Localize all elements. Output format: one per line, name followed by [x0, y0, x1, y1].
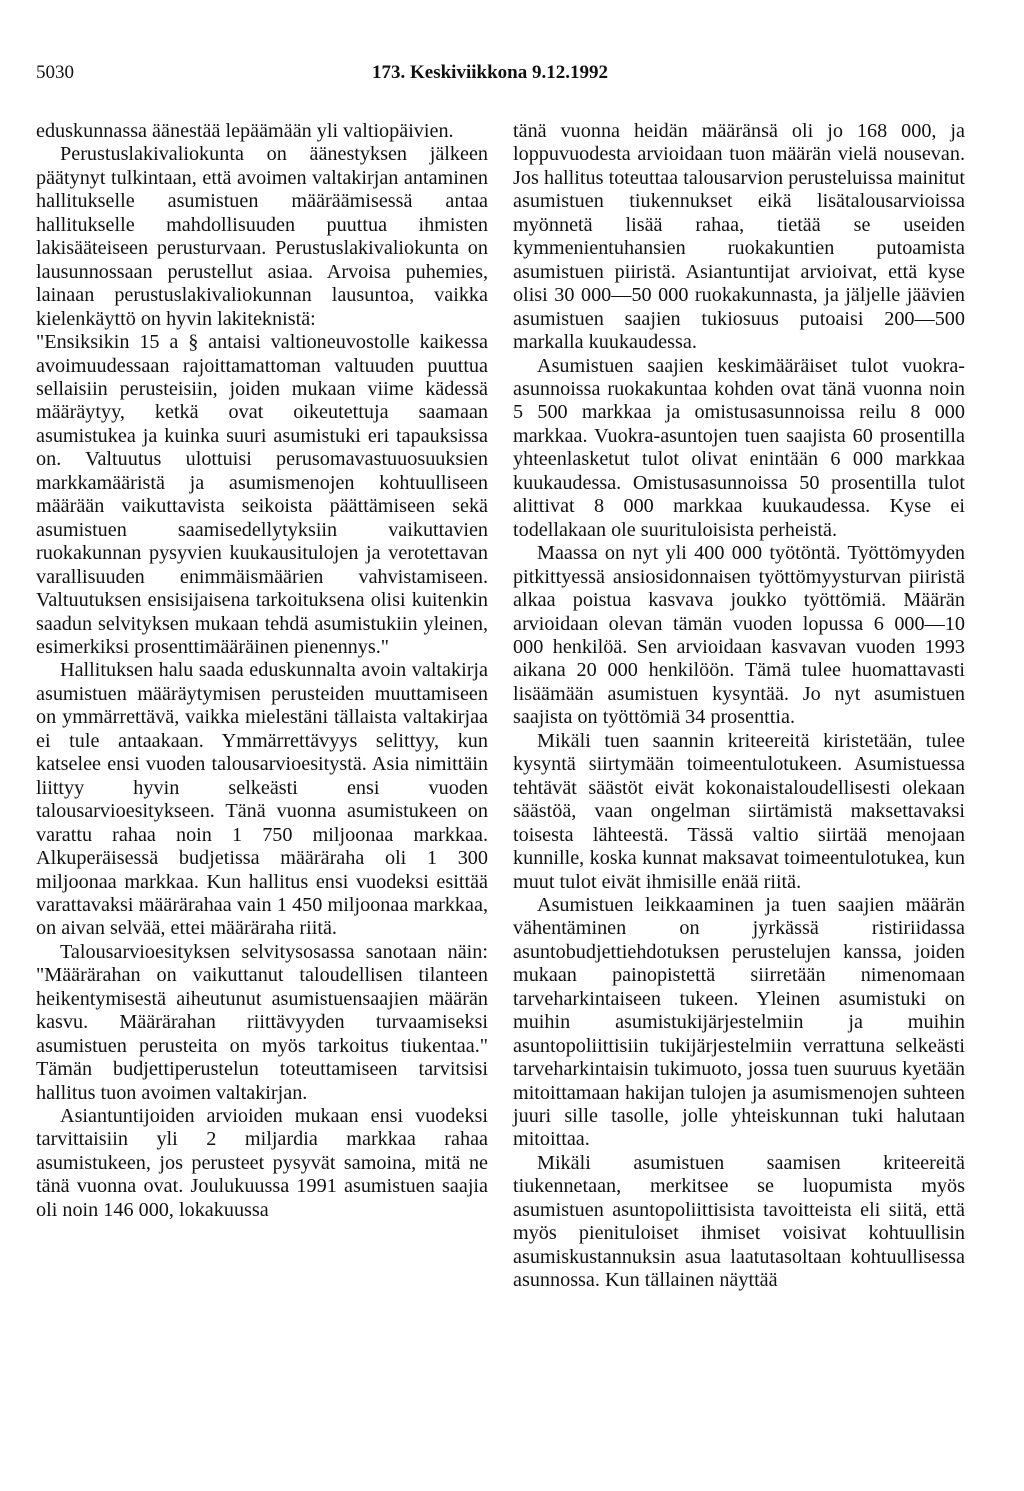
running-title: 173. Keskiviikkona 9.12.1992 — [372, 62, 608, 83]
paragraph: tänä vuonna heidän määränsä oli jo 168 000, ja loppuvuodesta arvioidaan tuon määrän vielä nousevan. Jos hallitus toteuttaa talousarvion perusteluissa mainitut asumistuen tiukennukset eikä lisätalousarvioissa myönnetä lisää rahaa, tietää se useiden kymmenientuhansien ruokakuntien putoamista asumistuen piiristä. Asiantuntijat arvioivat, että kyse olisi 30 000—50 000 ruokakunnasta, ja jäljelle jäävien asumistuen saajien tukiosuus putoaisi 200—500 markalla kuukaudessa. — [513, 120, 965, 354]
page-number: 5030 — [36, 62, 74, 83]
paragraph: Hallituksen halu saada eduskunnalta avoin valtakirja asumistuen määräytymisen perusteiden muuttamiseen on ymmärrettävä, vaikka mielestäni tällaista valtakirjaa ei tule antaakaan. Ymmärrettävyys selittyy, kun katselee ensi vuoden talousarvioesitystä. Asia nimittäin liittyy hyvin selkeästi ensi vuoden talousarvioesitykseen. Tänä vuonna asumistukeen on varattu rahaa noin 1 750 miljoonaa markkaa. Alkuperäisessä budjetissa määräraha oli 1 300 miljoonaa markkaa. Kun hallitus ensi vuodeksi esittää varattavaksi määrärahaa vain 1 450 miljoonaa markkaa, on aivan selvää, ettei määräraha riitä. — [36, 659, 488, 940]
paragraph: Mikäli tuen saannin kriteereitä kiristetään, tulee kysyntä siirtymään toimeentulotukeen. Asumistuessa tehtävät säästöt eivät kokonaistaloudellisesti olekaan säästöä, vaan ongelman siirtämistä maksettavaksi toisesta lähteestä. Tässä valtio siirtää menojaan kunnille, koska kunnat maksavat toimeentulotukea, kun muut tulot eivät ihmisille enää riitä. — [513, 729, 965, 893]
paragraph: Asiantuntijoiden arvioiden mukaan ensi vuodeksi tarvittaisiin yli 2 miljardia markkaa rahaa asumistukeen, jos perusteet pysyvät samoina, mitä ne tänä vuonna ovat. Joulukuussa 1991 asumistuen saajia oli noin 146 000, lokakuussa — [36, 1105, 488, 1221]
paragraph: Talousarvioesityksen selvitysosassa sanotaan näin: "Määrärahan on vaikuttanut taloudellisen tilanteen heikentymisestä aiheutunut asumistuensaajien määrän kasvu. Määrärahan riittävyyden turvaamiseksi asumistuen perusteita on myös tarkoitus tiukentaa." Tämän budjettiperustelun toteuttamiseen tarvitsisi hallitus tuon avoimen valtakirjan. — [36, 940, 488, 1104]
quoted-statement: "Ensiksikin 15 a § antaisi valtioneuvostolle kaikessa avoimuudessaan rajoittamattoman valtuuden puuttua sellaisiin perusteisiin, joiden mukaan viime kädessä määräytyy, ketkä ovat oikeutettuja saamaan asumistukea ja kuinka suuri asumistuki eri tapauksissa on. Valtuutus ulottuisi perusomavastuuosuuksien markkamääristä ja asumismenojen kohtuulliseen määrään vaikuttavista seikoista päättämiseen sekä asumistuen saamisedellytyksiin vaikuttavien ruokakunnan pysyvien kuukausitulojen ja verotettavan varallisuuden enimmäismäärien vahvistamiseen. Valtuutuksen ensisijaisena tarkoituksena olisi kuitenkin saadun selvityksen mukaan tehdä asumistukiin yleinen, esimerkiksi prosenttimääräinen pienennys." — [36, 331, 488, 658]
paragraph: Asumistuen leikkaaminen ja tuen saajien määrän vähentäminen on jyrkässä ristiriidassa asuntobudjettiehdotuksen perustelujen kanssa, joiden mukaan painopistettä siirretään nimenomaan tarveharkintaiseen tukeen. Yleinen asumistuki on muihin asumistukijärjestelmiin ja muihin asuntopoliittisiin tukijärjestelmiin verrattuna selkeästi tarveharkintaisin tukimuoto, jossa tuen suuruus kyetään mitoittamaan hakijan tulojen ja asumismenojen suhteen juuri sille tasolle, jolle yhteiskunnan tuki halutaan mitoittaa. — [513, 893, 965, 1151]
paragraph: Maassa on nyt yli 400 000 työtöntä. Työttömyyden pitkittyessä ansiosidonnaisen työttömyysturvan piiristä alkaa poistua kasvava joukko työttömiä. Määrän arvioidaan olevan tämän vuoden lopussa 6 000—10 000 henkilöä. Sen arvioidaan kasvavan vuoden 1993 aikana 20 000 henkilöön. Tämä tulee huomattavasti lisäämään asumistuen kysyntää. Jo nyt asumistuen saajista on työttömiä 34 prosenttia. — [513, 542, 965, 729]
paragraph: eduskunnassa äänestää lepäämään yli valtiopäivien. — [36, 120, 454, 142]
page-header — [36, 62, 966, 88]
paragraph: Asumistuen saajien keskimääräiset tulot vuokra-asunnoissa ruokakuntaa kohden ovat tänä vuonna noin 5 500 markkaa ja omistusasunnoissa reilu 8 000 markkaa. Vuokra-asuntojen tuen saajista 60 prosentilla yhteenlasketut tulot olivat enintään 6 000 markkaa kuukaudessa. Omistusasunnoissa 50 prosentilla tulot alittivat 8 000 markkaa kuukaudessa. Kyse ei todellakaan ole suurituloisista perheistä. — [513, 354, 965, 541]
right-column — [513, 120, 965, 1293]
paragraph: Perustuslakivaliokunta on äänestyksen jälkeen päätynyt tulkintaan, että avoimen valtakirjan antaminen hallitukselle asumistuen määräämisessä antaa hallitukselle mahdollisuuden puuttua ihmisten lakisääteiseen perusturvaan. Perustuslakivaliokunta on lausunnossaan perustellut asiaa. Arvoisa puhemies, lainaan perustuslakivaliokunnan lausuntoa, vaikka kielenkäyttö on hyvin lakiteknistä: — [36, 143, 488, 330]
left-column — [36, 120, 488, 1222]
paragraph: Mikäli asumistuen saamisen kriteereitä tiukennetaan, merkitsee se luopumista myös asumistuen asuntopoliittisista tavoitteista eli siitä, että myös pienituloiset ihmiset voisivat kohtuullisin asumiskustannuksin asua laatutasoltaan kohtuullisessa asunnossa. Kun tällainen näyttää — [513, 1151, 965, 1292]
